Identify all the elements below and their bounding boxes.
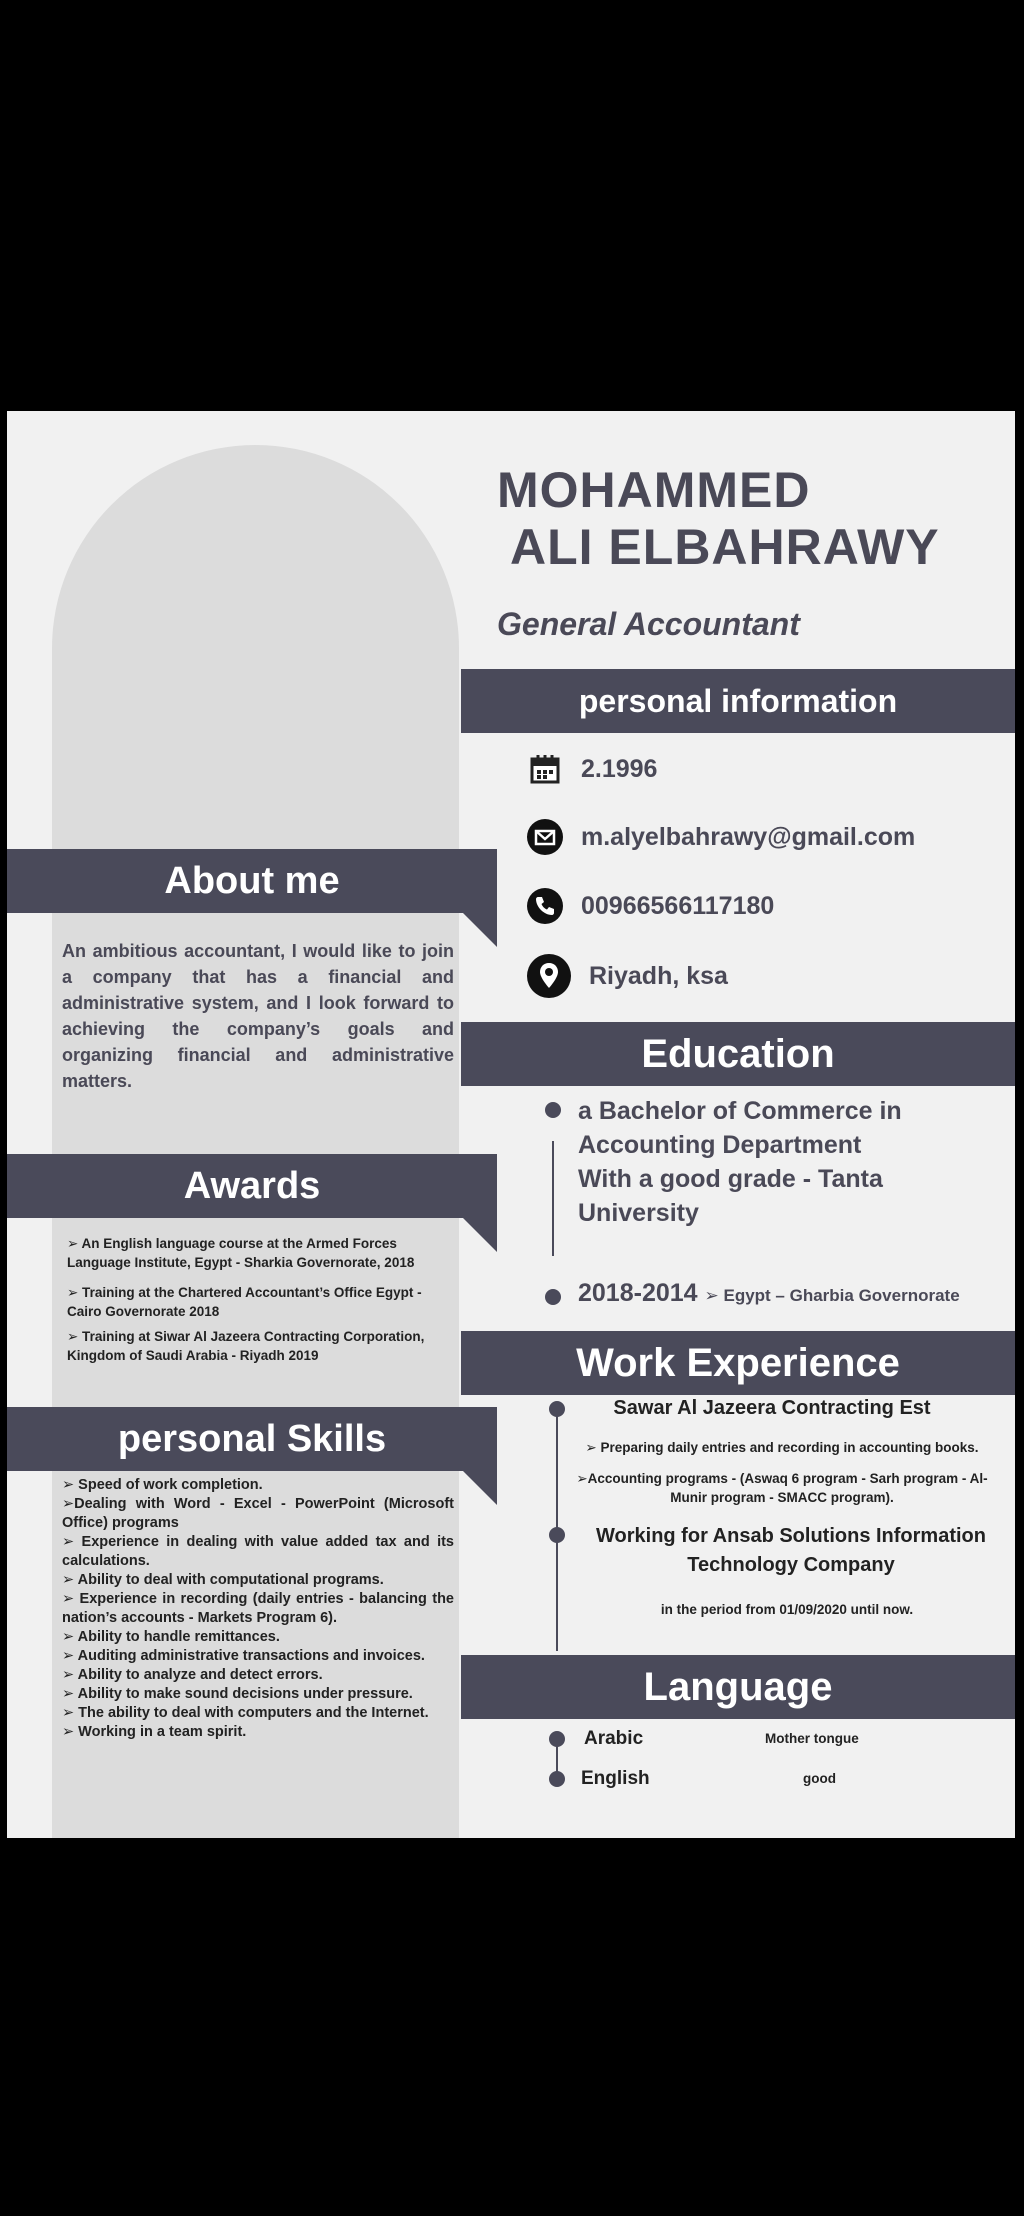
award-item: ➢ An English language course at the Armed Forces Language Institute, Egypt - Sharkia Governorate, 2018 bbox=[67, 1236, 415, 1270]
name-line-2: ALI ELBAHRAWY bbox=[510, 519, 940, 575]
language-level: Mother tongue bbox=[765, 1731, 859, 1746]
skill-item: ➢ Ability to handle remittances. bbox=[62, 1629, 280, 1645]
education-line-4: University bbox=[578, 1199, 699, 1227]
education-line-2: Accounting Department bbox=[578, 1131, 862, 1159]
birth-value: 2.1996 bbox=[581, 754, 658, 783]
education-dot-1 bbox=[545, 1102, 561, 1118]
name-line-1: MOHAMMED bbox=[497, 462, 811, 518]
email-value[interactable]: m.alyelbahrawy@gmail.com bbox=[581, 822, 916, 851]
skills-list bbox=[62, 1476, 454, 1742]
skill-item: ➢ Experience in recording (daily entries - balancing the nation’s accounts - Markets Program 6). bbox=[62, 1591, 454, 1626]
skill-item: ➢ Working in a team spirit. bbox=[62, 1724, 247, 1740]
language-timeline bbox=[556, 1739, 558, 1775]
personal-info-heading: personal information bbox=[578, 682, 898, 719]
skill-item: ➢ Ability to analyze and detect errors. bbox=[62, 1667, 323, 1683]
skills-heading: personal Skills bbox=[117, 1417, 387, 1460]
info-location bbox=[527, 954, 728, 998]
job-2-title-line-1: Working for Ansab Solutions Information bbox=[596, 1525, 986, 1547]
job-1-bullet: ➢ Preparing daily entries and recording in accounting books. bbox=[585, 1440, 979, 1455]
skill-item: ➢ Ability to deal with computational programs. bbox=[62, 1572, 384, 1588]
about-header bbox=[7, 849, 497, 913]
personal-info-header bbox=[461, 669, 1015, 733]
location-pin-icon bbox=[527, 954, 571, 998]
language-name: English bbox=[581, 1768, 650, 1789]
award-item: ➢ Training at Siwar Al Jazeera Contracting Corporation, Kingdom of Saudi Arabia - Riyadh 2019 bbox=[67, 1329, 425, 1363]
work-dot-2 bbox=[549, 1527, 565, 1543]
awards-header bbox=[7, 1154, 497, 1218]
education-line-3: With a good grade - Tanta bbox=[578, 1165, 883, 1193]
job-title: General Accountant bbox=[497, 606, 800, 642]
about-heading: About me bbox=[164, 859, 340, 902]
education-years: 2018-2014 bbox=[578, 1279, 698, 1307]
work-heading: Work Experience bbox=[576, 1340, 900, 1385]
work-header bbox=[461, 1331, 1015, 1395]
education-line-1: a Bachelor of Commerce in bbox=[578, 1097, 902, 1125]
job-2-period: in the period from 01/09/2020 until now. bbox=[660, 1602, 914, 1617]
job-1-bullet: ➢Accounting programs - (Aswaq 6 program - Sarh program - Al-Munir program - SMACC program). bbox=[576, 1471, 988, 1505]
education-years-row bbox=[578, 1279, 960, 1308]
skill-item: ➢ The ability to deal with computers and the Internet. bbox=[62, 1705, 429, 1721]
education-header bbox=[461, 1022, 1015, 1086]
email-icon[interactable] bbox=[527, 819, 563, 855]
language-header bbox=[461, 1655, 1015, 1719]
info-email bbox=[527, 819, 915, 855]
job-1-title: Sawar Al Jazeera Contracting Est bbox=[613, 1397, 931, 1419]
education-place: ➢ Egypt – Gharbia Governorate bbox=[704, 1286, 960, 1305]
skill-item: ➢Dealing with Word - Excel - PowerPoint (Microsoft Office) programs bbox=[62, 1496, 454, 1531]
education-dot-2 bbox=[545, 1289, 561, 1305]
skills-ribbon-fold bbox=[463, 1471, 497, 1505]
language-name: Arabic bbox=[584, 1728, 644, 1749]
skill-item: ➢ Ability to make sound decisions under pressure. bbox=[62, 1686, 413, 1702]
skills-header bbox=[7, 1407, 497, 1471]
award-item: ➢ Training at the Chartered Accountant’s Office Egypt - Cairo Governorate 2018 bbox=[67, 1285, 422, 1319]
job-2-title bbox=[567, 1522, 1015, 1580]
language-dot-2 bbox=[549, 1771, 565, 1787]
location-value: Riyadh, ksa bbox=[589, 961, 728, 990]
about-ribbon-fold bbox=[463, 913, 497, 947]
language-heading: Language bbox=[643, 1664, 833, 1709]
job-2-title-line-2: Technology Company bbox=[687, 1554, 895, 1576]
education-heading: Education bbox=[641, 1031, 835, 1076]
resume-page bbox=[7, 411, 1015, 1838]
awards-ribbon-fold bbox=[463, 1218, 497, 1252]
language-level: good bbox=[803, 1771, 836, 1786]
about-text: An ambitious accountant, I would like to join a company that has a financial and administrative system, and I look forward to achieving the company’s goals and organizing financial and administrative matters. bbox=[62, 941, 454, 1091]
phone-value[interactable]: 00966566117180 bbox=[581, 891, 775, 920]
skill-item: ➢ Speed of work completion. bbox=[62, 1477, 263, 1493]
education-degree bbox=[578, 1094, 902, 1230]
calendar-icon bbox=[527, 751, 563, 787]
phone-icon[interactable] bbox=[527, 888, 563, 924]
education-timeline bbox=[552, 1141, 554, 1256]
awards-heading: Awards bbox=[183, 1164, 321, 1207]
skill-item: ➢ Auditing administrative transactions and invoices. bbox=[62, 1648, 425, 1664]
skill-item: ➢ Experience in dealing with value added tax and its calculations. bbox=[62, 1534, 454, 1569]
info-birth bbox=[527, 751, 657, 787]
info-phone bbox=[527, 888, 774, 924]
